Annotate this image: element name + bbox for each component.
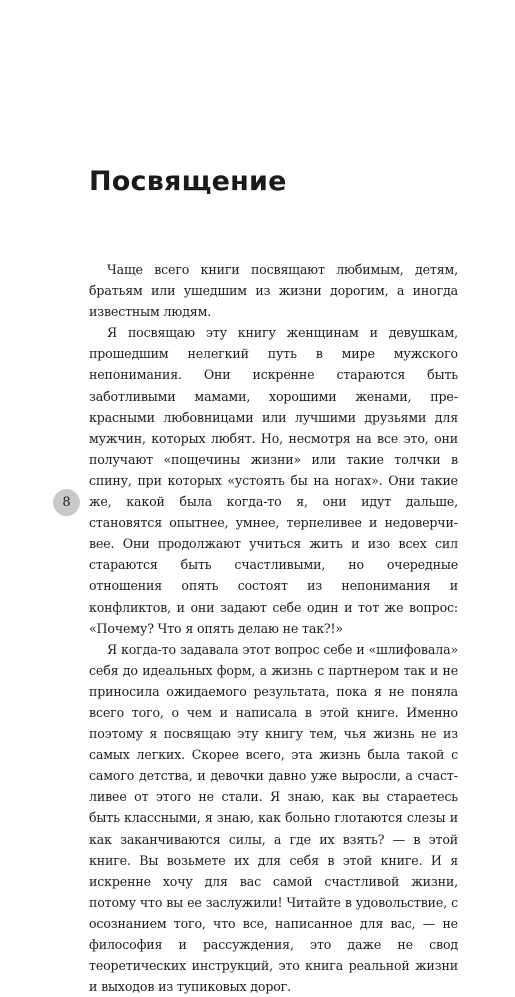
- body-text: [89, 259, 458, 997]
- page-number-badge: [53, 489, 80, 516]
- page-number: 8: [62, 495, 71, 510]
- chapter-title: Посвящение: [89, 166, 287, 197]
- paragraph-2: Я посвящаю эту книгу женщинам и девушкам, прошедшим нелегкий путь в мире мужского непонимания. Они искренне стараются быть заботливыми мамами, хорошими женами, прекрасными любовницами или лучшими друзьями для мужчин, которых любят. Но, несмотря на все это, они получают «пощечины жизни» или такие толчки в спину, при которых «устоять бы на ногах». Они такие же, какой была когда-то я, они идут дальше, становятся опытнее, умнее, терпеливее и недоверчивее. Они продолжают учиться жить и изо всех сил стараются быть счастливыми, но очередные отношения опять состоят из непонимания и конфликтов, и они задают себе один и тот же вопрос: «Почему? Что я опять делаю не так?!»: [89, 325, 458, 636]
- paragraph-1: Чаще всего книги посвящают любимым, детям, братьям или ушедшим из жизни дорогим, а иногда известным людям.: [89, 262, 458, 320]
- paragraph-3: Я когда-то задавала этот вопрос себе и «шлифовала» себя до идеальных форм, а жизнь с партнером так и не приносила ожидаемого результата, пока я не поняла всего того, о чем и написала в этой книге. Именно поэтому я посвящаю эту книгу тем, чья жизнь не из самых легких. Скорее всего, эта жизнь была такой с самого детства, и девочки давно уже выросли, а счастливее от этого не стали. Я знаю, как вы стараетесь быть классными, я знаю, как больно глотаются слезы и как заканчиваются силы, а где их взять? — в этой книге. Вы возьмете их для себя в этой книге. И я искренне хочу для вас самой счастливой жизни, потому что вы ее заслужили! Читайте в удовольствие, с осознанием того, что все, написанное для вас, — не философия и рассуждения, это даже не свод теоретических инструкций, это книга реальной жизни и выходов из тупиковых дорог.: [89, 641, 458, 995]
